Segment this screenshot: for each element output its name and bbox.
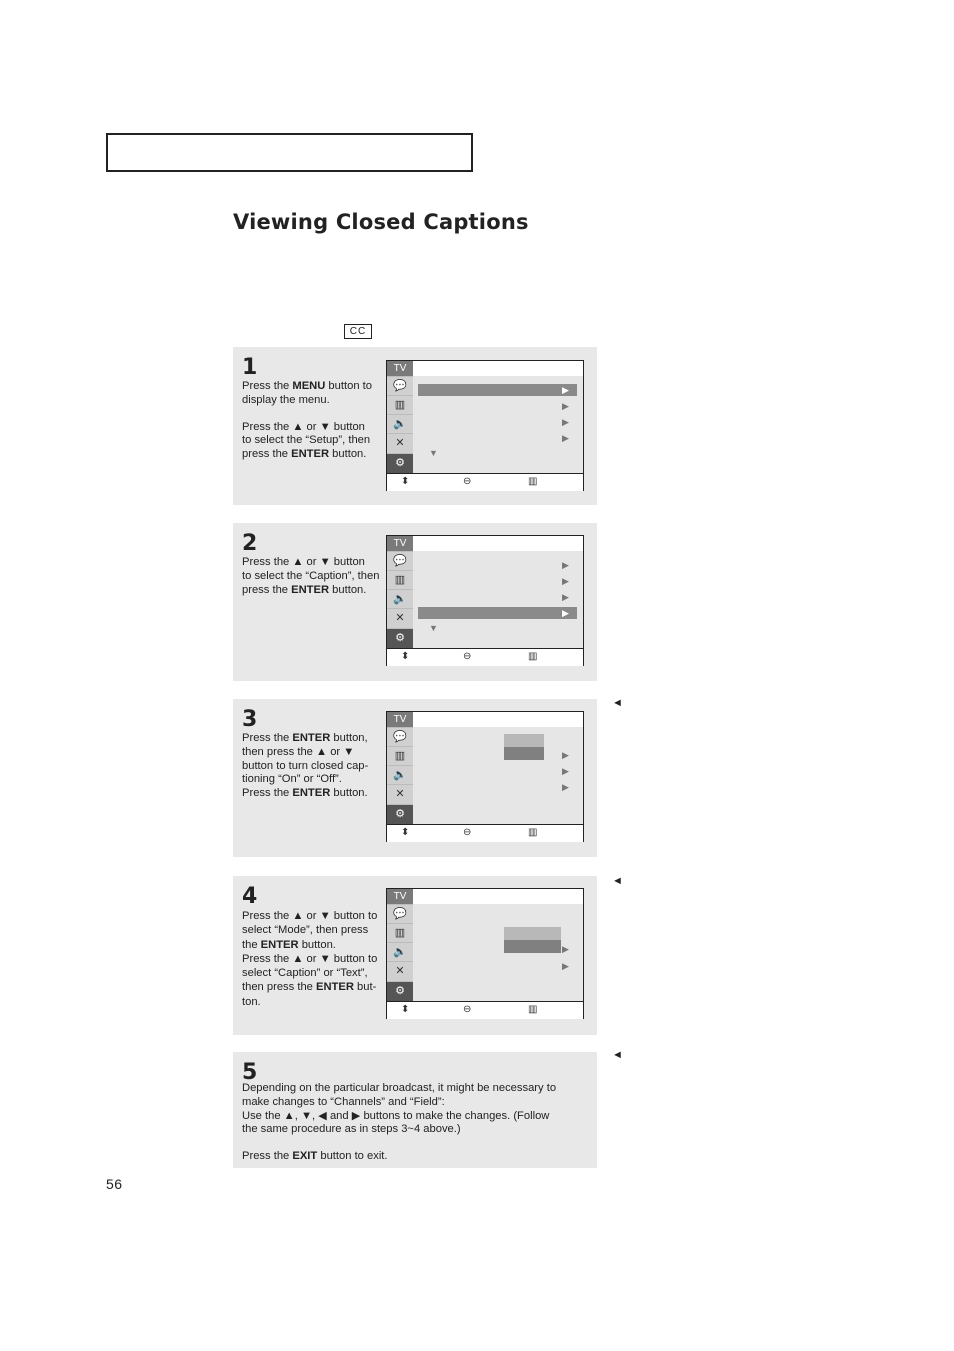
tv-menu-screen (386, 535, 584, 666)
instruction-line: to select the “Caption”, then (242, 569, 380, 582)
button-name: ENTER (260, 938, 299, 951)
channel-icon: ✕ (387, 784, 413, 804)
line-gap (242, 1137, 556, 1150)
submenu-arrow-icon: ▶ (562, 782, 569, 792)
button-name: EXIT (292, 1150, 318, 1163)
enter-icon: ⊖ (463, 476, 472, 487)
instruction-line: display the menu. (242, 393, 330, 406)
tv-menu-sidebar (387, 536, 413, 648)
instruction-line: select “Caption” or “Text”, (242, 967, 368, 980)
menu-icon: ▥ (528, 1004, 538, 1015)
submenu-arrow-icon: ▶ (562, 592, 569, 602)
instruction-line: Press the MENU button to (242, 380, 372, 392)
instruction-line: select “Mode”, then press (242, 924, 369, 937)
enter-icon: ⊖ (463, 1004, 472, 1015)
picture-icon: ▥ (387, 570, 413, 590)
instruction-line: Press the EXIT button to exit. (242, 1150, 388, 1163)
instruction-line: to select the “Setup”, then (242, 434, 371, 447)
sound-icon: 🔈 (387, 765, 413, 785)
button-name: ENTER (292, 732, 331, 744)
step-1 (233, 347, 597, 505)
sound-icon: 🔈 (387, 589, 413, 609)
tv-menu-nav-bar (387, 648, 583, 666)
tv-label: TV (387, 361, 413, 376)
submenu-arrow-icon: ▶ (562, 385, 569, 395)
picture-icon: ▥ (387, 923, 413, 943)
channel-icon: ✕ (387, 433, 413, 453)
tv-menu-nav-bar (387, 1001, 583, 1019)
enter-icon: ⊖ (463, 651, 472, 662)
setup-icon: ⚙ (387, 981, 413, 1001)
side-marker-icon: ◄ (612, 697, 623, 709)
move-icon: ⬍ (401, 827, 410, 838)
tv-menu-sidebar (387, 712, 413, 824)
submenu-arrow-icon: ▶ (562, 401, 569, 411)
instruction-line: Use the ▲, ▼, ◀ and ▶ buttons to make the changes. (Follow (242, 1109, 550, 1122)
instruction-line: the same procedure as in steps 3~4 above.) (242, 1123, 461, 1136)
instruction-line: then press the ENTER but- (242, 981, 377, 994)
side-marker-icon: ◄ (612, 1049, 623, 1061)
caption-icon: 💬 (387, 727, 413, 747)
instruction-line: button to turn closed cap- (242, 759, 369, 772)
tv-menu-sidebar (387, 889, 413, 1001)
side-marker-icon: ◄ (612, 875, 623, 887)
instruction-line: Press the ▲ or ▼ button (242, 420, 365, 433)
move-icon: ⬍ (401, 651, 410, 662)
submenu-arrow-icon: ▶ (562, 560, 569, 570)
instruction-line: Depending on the particular broadcast, it might be necessary to (242, 1082, 557, 1094)
submenu-arrow-icon: ▶ (562, 766, 569, 776)
instruction-line: make changes to “Channels” and “Field”: (242, 1095, 445, 1108)
instruction-line: tioning “On” or “Off”. (242, 773, 342, 786)
channel-icon: ✕ (387, 961, 413, 981)
button-name: ENTER (316, 981, 354, 994)
tv-menu-sidebar (387, 361, 413, 473)
button-name: ENTER (291, 583, 330, 596)
step-number: 4 (242, 884, 258, 909)
tv-label: TV (387, 712, 413, 727)
picture-icon: ▥ (387, 395, 413, 415)
submenu-arrow-icon: ▶ (562, 944, 569, 954)
more-down-icon: ▼ (429, 448, 438, 458)
caption-icon: 💬 (387, 376, 413, 396)
sound-icon: 🔈 (387, 414, 413, 434)
section-header-box (106, 133, 473, 172)
more-down-icon: ▼ (429, 623, 438, 633)
tv-menu-screen (386, 711, 584, 842)
move-icon: ⬍ (401, 476, 410, 487)
step-instructions (242, 909, 377, 1009)
step-3 (233, 699, 597, 857)
menu-icon: ▥ (528, 476, 538, 487)
channel-icon: ✕ (387, 608, 413, 628)
instruction-line: press the ENTER button. (242, 448, 367, 461)
option-off-selected (504, 747, 544, 760)
step-2 (233, 523, 597, 681)
step-5 (233, 1052, 597, 1168)
button-name: MENU (292, 380, 326, 392)
sound-icon: 🔈 (387, 942, 413, 962)
option-text-selected (504, 940, 561, 953)
step-instructions (242, 1082, 556, 1164)
instruction-line: Press the ▲ or ▼ button to (242, 952, 378, 965)
button-name: ENTER (292, 787, 331, 800)
button-name: ENTER (291, 448, 330, 461)
step-4 (233, 876, 597, 1035)
step-number: 2 (242, 531, 258, 556)
instruction-line: press the ENTER button. (242, 583, 367, 596)
tv-menu-nav-bar (387, 824, 583, 842)
submenu-arrow-icon: ▶ (562, 433, 569, 443)
step-instructions (242, 732, 368, 801)
submenu-arrow-icon: ▶ (562, 417, 569, 427)
submenu-arrow-icon: ▶ (562, 608, 569, 618)
instruction-line: the ENTER button. (242, 938, 336, 951)
move-icon: ⬍ (401, 1004, 410, 1015)
tv-menu-screen (386, 888, 584, 1019)
setup-icon: ⚙ (387, 453, 413, 473)
caption-icon: 💬 (387, 904, 413, 924)
step-number: 5 (242, 1060, 258, 1085)
caption-icon: 💬 (387, 551, 413, 571)
picture-icon: ▥ (387, 746, 413, 766)
tv-label: TV (387, 889, 413, 904)
menu-icon: ▥ (528, 651, 538, 662)
instruction-line: Press the ENTER button. (242, 787, 368, 800)
tv-menu-area (413, 551, 583, 648)
step-instructions (242, 380, 372, 462)
step-instructions (242, 556, 379, 597)
enter-icon: ⊖ (463, 827, 472, 838)
submenu-arrow-icon: ▶ (562, 576, 569, 586)
submenu-arrow-icon: ▶ (562, 750, 569, 760)
instruction-line: then press the ▲ or ▼ (242, 745, 355, 758)
option-on (504, 734, 544, 747)
step-number: 3 (242, 707, 258, 732)
setup-icon: ⚙ (387, 628, 413, 648)
menu-highlight (418, 607, 577, 619)
menu-icon: ▥ (528, 827, 538, 838)
tv-menu-area (413, 727, 583, 824)
tv-menu-screen (386, 360, 584, 491)
page-title: Viewing Closed Captions (233, 210, 529, 234)
tv-menu-nav-bar (387, 473, 583, 491)
tv-label: TV (387, 536, 413, 551)
submenu-arrow-icon: ▶ (562, 961, 569, 971)
page-number: 56 (106, 1176, 123, 1192)
cc-badge: CC (344, 324, 372, 339)
instruction-line: Press the ▲ or ▼ button (242, 556, 365, 568)
step-number: 1 (242, 355, 258, 380)
instruction-line: ton. (242, 995, 261, 1008)
option-caption (504, 927, 561, 940)
menu-highlight (418, 384, 577, 396)
line-gap (242, 408, 372, 421)
instruction-line: Press the ▲ or ▼ button to (242, 910, 378, 922)
setup-icon: ⚙ (387, 804, 413, 824)
instruction-line: Press the ENTER button, (242, 732, 368, 744)
